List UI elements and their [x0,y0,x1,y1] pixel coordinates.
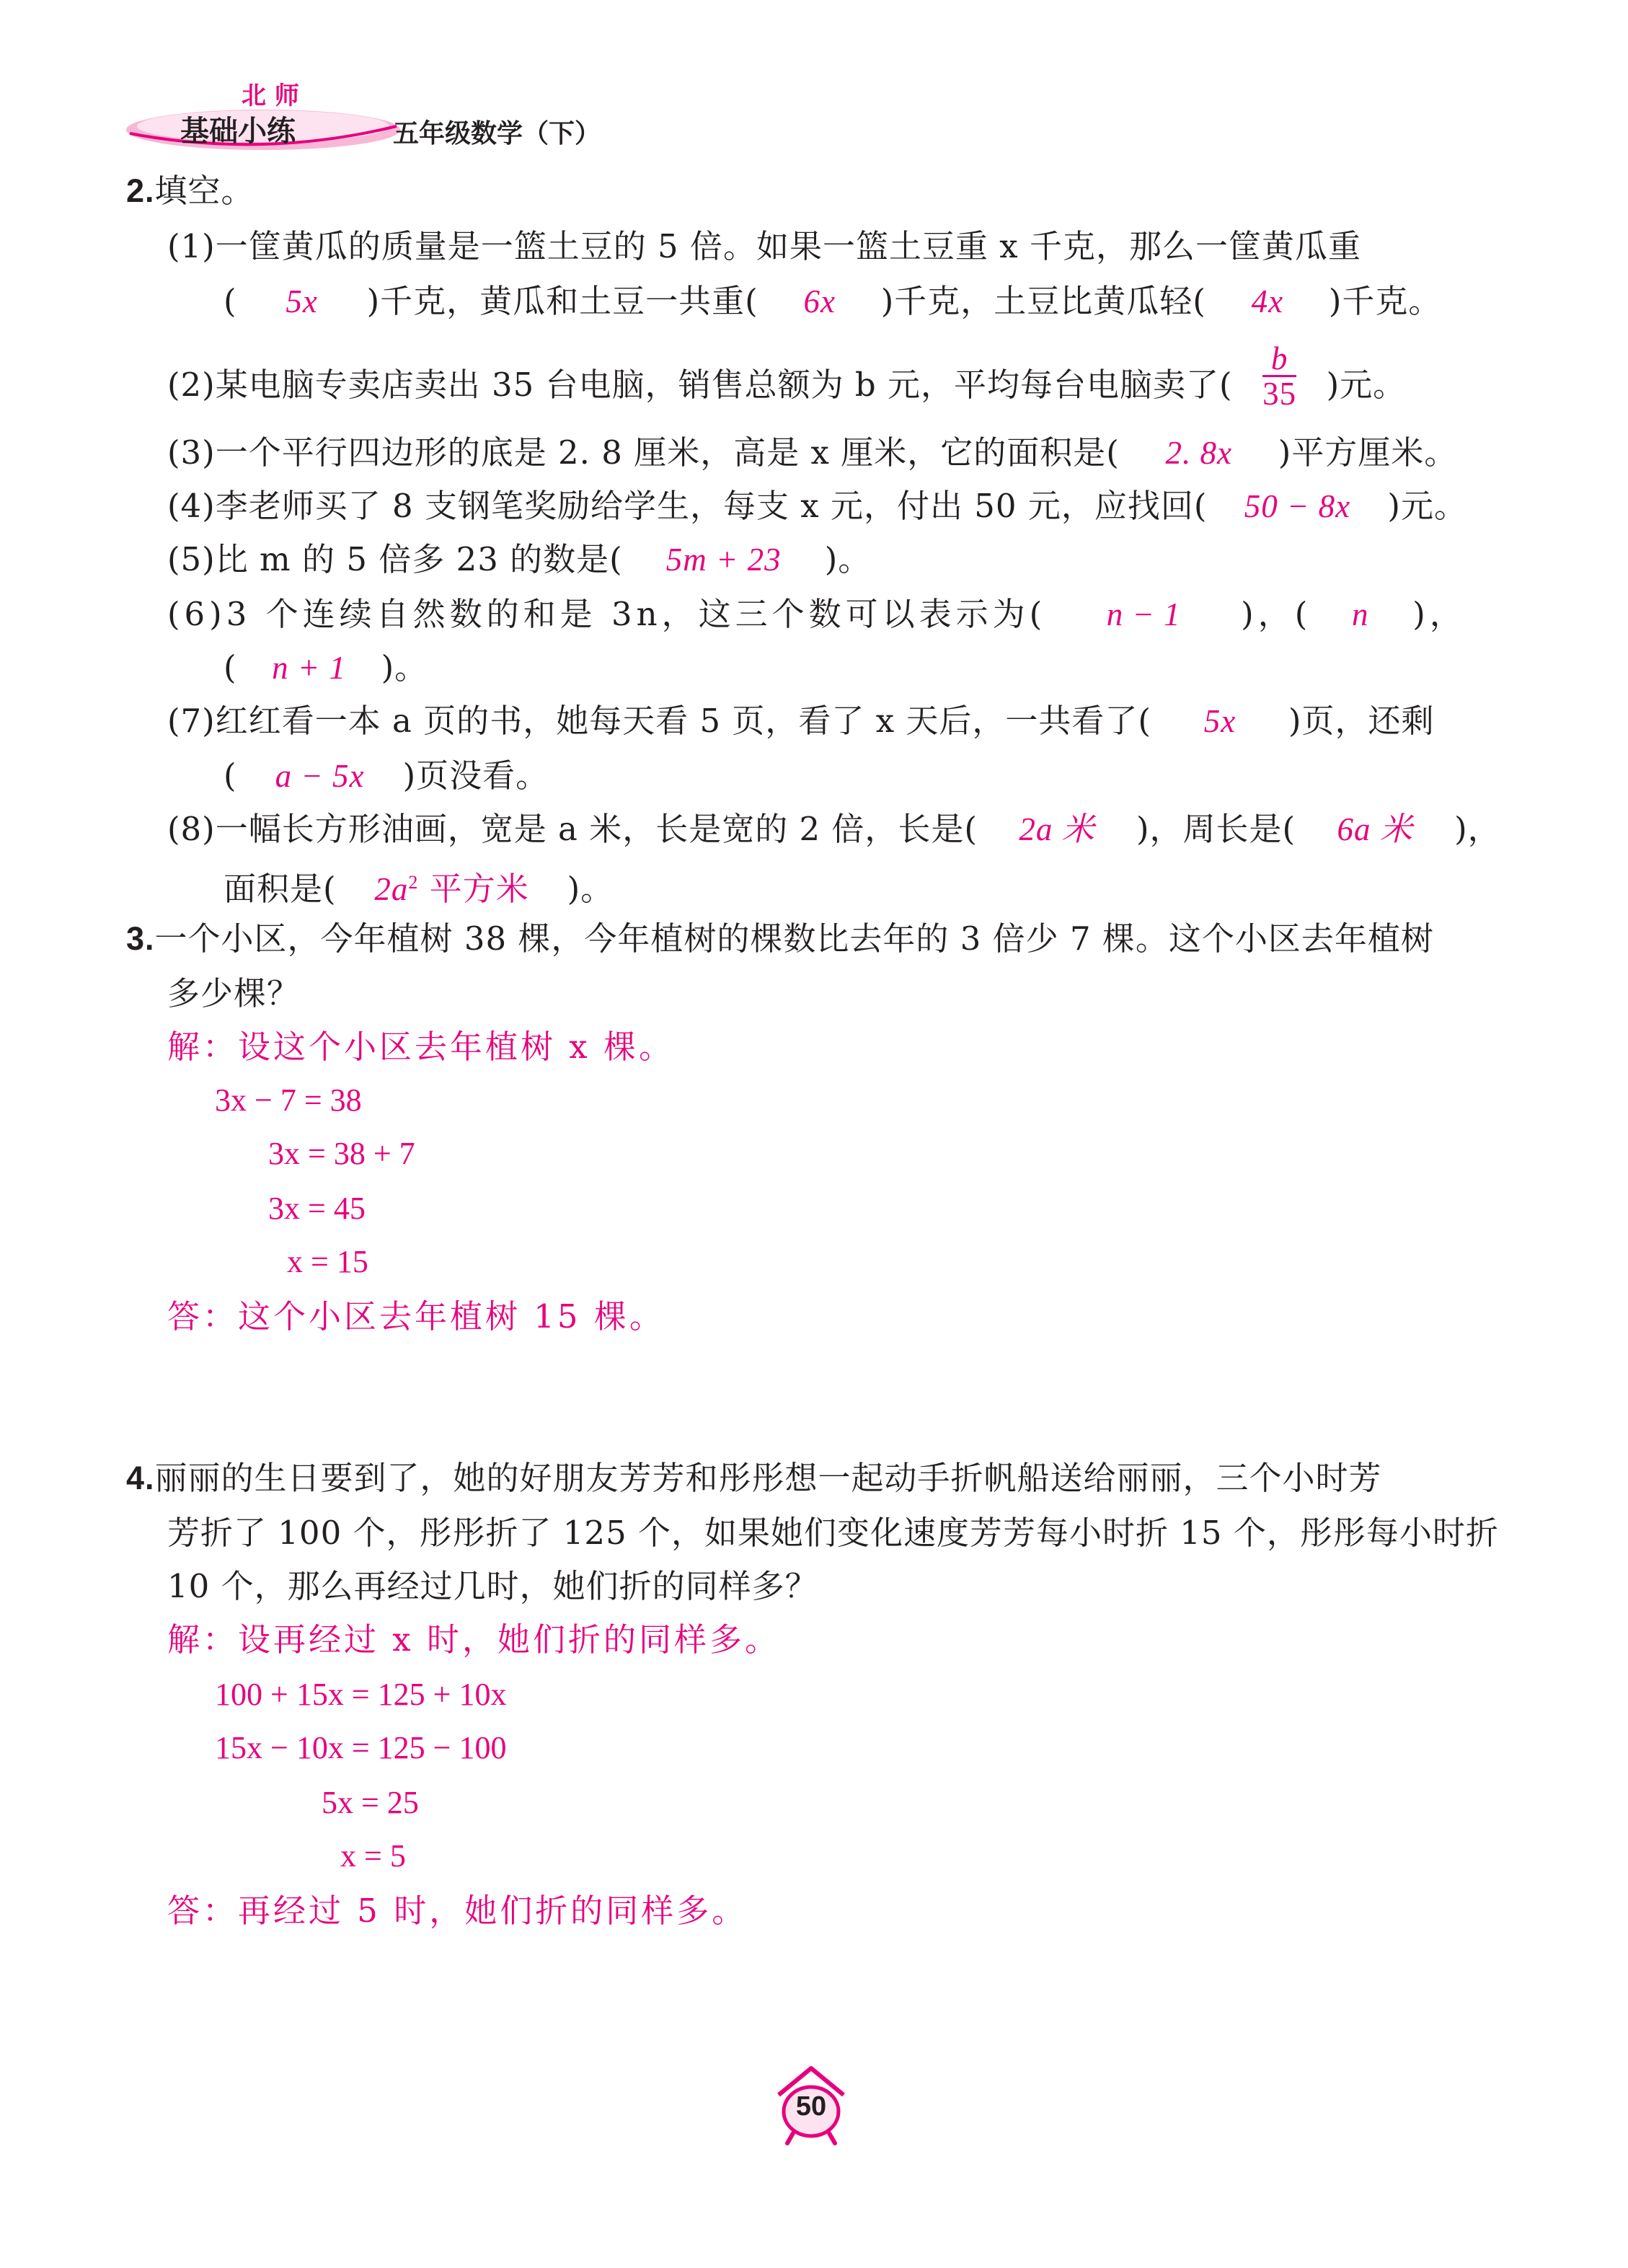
q2-item-text: )元。 [1326,366,1407,404]
answer-exponent: 2 [408,872,419,893]
q4-answer: 答：再经过 5 时，她们折的同样多。 [167,1892,748,1930]
q2-title: 填空。 [154,172,255,210]
header [123,69,642,155]
q2-item-label: (6) [167,595,226,633]
q2-item-7-line1 [167,700,1435,743]
q2-item-text: 3 个连续自然数的和是 3n，这三个数可以表示为( [226,595,1047,633]
q2-item-text: )千克。 [1328,282,1442,320]
q2-item-text: )，周长是( [1136,810,1296,848]
q2-item-label: (8) [167,810,216,848]
answer-blank: a − 5x [275,758,365,794]
paren: ( [224,648,237,687]
brand-small: 北 师 [242,81,299,110]
q2-item-text: )，( [1241,595,1312,633]
q2-item-text: )页没看。 [402,756,549,795]
q2-item-7-line2 [224,754,549,798]
answer-blank: 2a 米 [1019,811,1095,847]
brand-title: 基础小练 [180,115,296,148]
q2-heading [126,169,255,213]
answer-blank: n − 1 [1106,596,1181,632]
q4-step-2: 15x − 10x = 125 − 100 [215,1730,507,1765]
q3-answer: 答：这个小区去年植树 15 棵。 [167,1297,665,1336]
q2-number: 2. [126,172,155,209]
q2-item-text: )。 [824,540,872,578]
q2-item-label: (2) [167,366,216,404]
q3-line2: 多少棵？ [167,974,301,1012]
q4-text: 丽丽的生日要到了，她的好朋友芳芳和彤彤想一起动手折帆船送给丽丽，三个小时芳 [154,1459,1382,1497]
q4-step-4: x = 5 [340,1838,406,1874]
q2-item-text: )， [1454,810,1501,848]
q2-item-2 [167,340,1407,422]
answer-blank: 6x [803,283,836,319]
fraction-denominator: 35 [1262,376,1297,412]
q3-solve: 解：设这个小区去年植树 x 棵。 [167,1028,674,1066]
q3-step-1: 3x − 7 = 38 [215,1082,362,1118]
answer-blank: 5m + 23 [665,542,782,578]
q3-text: 一个小区，今年植树 38 棵，今年植树的棵数比去年的 3 倍少 7 棵。这个小区去年植树 [154,919,1434,958]
q4-step-3: 5x = 25 [322,1785,419,1820]
q2-item-label: (4) [167,487,216,525]
q4-line1 [126,1457,1382,1500]
q2-item-5 [167,538,871,581]
answer-blank: 50 − 8x [1244,488,1351,524]
q2-item-text: 某电脑专卖店卖出 35 台电脑，销售总额为 b 元，平均每台电脑卖了( [215,366,1233,404]
q2-item-text: 面积是( [224,870,337,908]
answer-blank: n + 1 [272,650,346,686]
q2-item-label: (7) [167,702,216,740]
q2-item-text: )千克，黄瓜和土豆一共重( [366,282,758,320]
q2-item-text: 一个平行四边形的底是 2. 8 厘米，高是 x 厘米，它的面积是( [215,433,1120,472]
q2-item-8-line2 [224,861,614,911]
q3-number: 3. [126,920,155,957]
q2-item-text: 一筐黄瓜的质量是一篮土豆的 5 倍。如果一篮土豆重 x 千克，那么一筐黄瓜重 [215,227,1361,265]
paren: ( [224,282,237,320]
q3-line1 [126,917,1434,961]
q2-item-text: )页，还剩 [1288,702,1435,740]
q2-item-1-line2 [224,280,1441,323]
answer-blank [337,861,567,911]
q2-item-text: )千克，土豆比黄瓜轻( [880,282,1206,320]
answer-unit: 平方米 [418,870,529,908]
q2-item-8-line1 [167,808,1501,851]
q2-item-text: 红红看一本 a 页的书，她每天看 5 页，看了 x 天后，一共看了( [215,702,1151,740]
q2-item-text: )平方厘米。 [1278,433,1458,472]
q2-item-text: 一幅长方形油画，宽是 a 米，长是宽的 2 倍，长是( [215,810,978,848]
q2-item-3 [167,431,1457,475]
q2-item-1-line1 [167,225,1361,268]
q2-item-6-line2 [224,646,428,689]
q4-solve: 解：设再经过 x 时，她们折的同样多。 [167,1620,780,1659]
paren: ( [224,756,237,795]
book-subtitle: 五年级数学（下） [393,119,601,149]
q2-item-label: (1) [167,227,216,265]
q2-item-text: 李老师买了 8 支钢笔奖励给学生，每支 x 元，付出 50 元，应找回( [215,487,1208,525]
q2-item-6-line1 [167,593,1466,636]
fraction-numerator: b [1262,342,1296,377]
page-number: 50 [795,2091,827,2122]
answer-blank: 2. 8x [1165,435,1233,471]
fraction-answer [1262,342,1296,410]
q4-number: 4. [126,1460,155,1496]
q2-item-4 [167,485,1467,528]
q3-step-3: 3x = 45 [268,1191,366,1226]
q2-item-text: )元。 [1387,487,1467,525]
q3-step-2: 3x = 38 + 7 [268,1136,415,1171]
answer-blank: 4x [1251,283,1284,319]
q2-item-text: )， [1412,595,1466,633]
q2-item-label: (5) [167,540,216,578]
q2-item-label: (3) [167,433,216,472]
answer-blank: 6a 米 [1337,811,1413,847]
answer-blank: n [1352,596,1373,632]
q2-item-text: )。 [567,870,614,908]
answer-blank: 5x [1203,703,1237,739]
page-number-badge [771,2062,851,2149]
answer-base: 2a [374,871,409,907]
q2-item-text: )。 [381,648,428,687]
q4-step-1: 100 + 15x = 125 + 10x [215,1677,507,1712]
q3-step-4: x = 15 [287,1244,368,1279]
q4-line3: 10 个，那么再经过几时，她们折的同样多？ [167,1567,818,1605]
q4-line2: 芳折了 100 个，彤彤折了 125 个，如果她们变化速度芳芳每小时折 15 个，彤彤每小时折 [167,1514,1499,1552]
q2-item-text: 比 m 的 5 倍多 23 的数是( [215,540,623,578]
answer-blank: 5x [286,283,318,319]
